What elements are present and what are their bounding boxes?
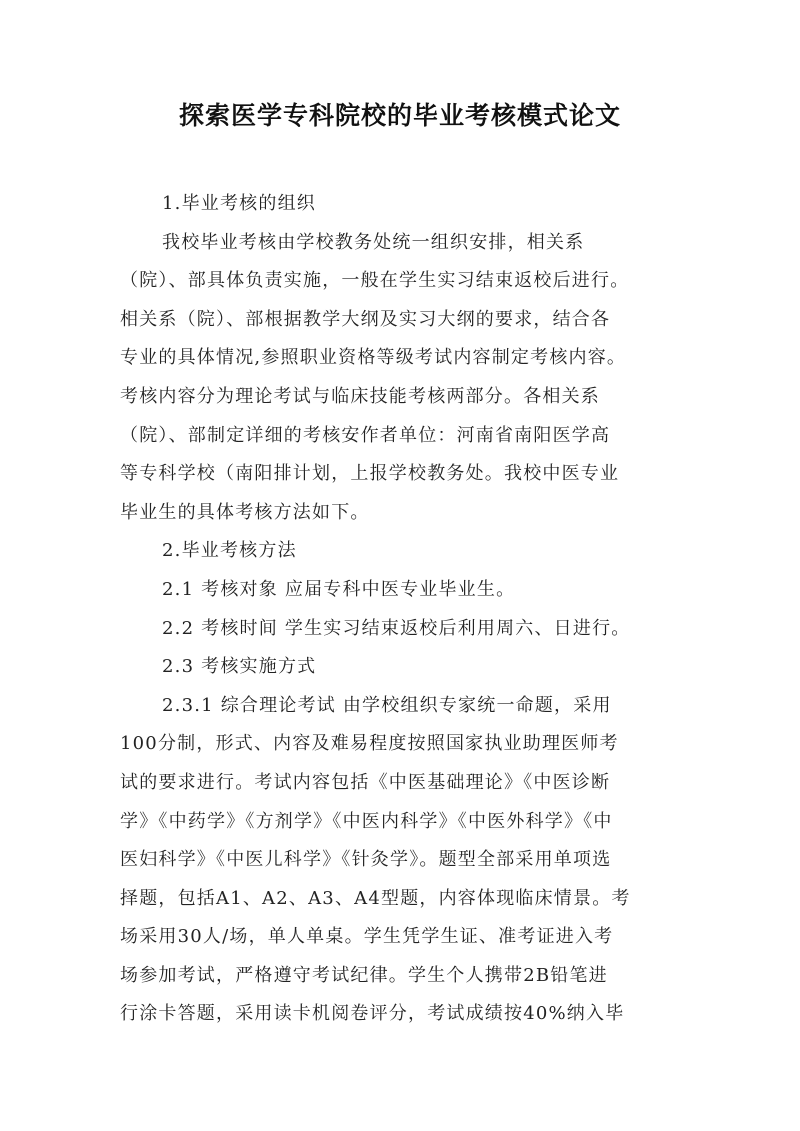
body-line: （院）、部制定详细的考核安作者单位：河南省南阳医学高 — [120, 424, 611, 446]
document-body — [120, 185, 686, 1034]
body-line: 医妇科学》《中医儿科学》《针灸学》。题型全部采用单项选 — [120, 849, 612, 871]
body-line: 场采用30人/场，单人单桌。学生凭学生证、准考证进入考 — [120, 926, 614, 948]
body-line: 相关系（院）、部根据教学大纲及实习大纲的要求，结合各 — [120, 308, 611, 330]
body-line: 2.1 考核对象 应届专科中医专业毕业生。 — [162, 578, 516, 600]
body-line: 毕业生的具体考核方法如下。 — [120, 501, 370, 523]
body-line: 等专科学校（南阳排计划，上报学校教务处。我校中医专业 — [120, 463, 620, 485]
body-line: 择题，包括A1、A2、A3、A4型题，内容体现临床情景。考 — [120, 887, 631, 909]
body-line: 1.毕业考核的组织 — [162, 193, 316, 214]
body-line: 2.3.1 综合理论考试 由学校组织专家统一命题，采用 — [162, 694, 612, 716]
body-line: 100分制，形式、内容及难易程度按照国家执业助理医师考 — [120, 733, 619, 755]
body-line: 学》《中药学》《方剂学》《中医内科学》《中医外科学》《中 — [120, 810, 613, 832]
document-title: 探索医学专科院校的毕业考核模式论文 — [178, 101, 621, 130]
body-line: 试的要求进行。考试内容包括《中医基础理论》《中医诊断 — [120, 771, 611, 793]
body-line: 专业的具体情况,参照职业资格等级考试内容制定考核内容。 — [120, 347, 627, 369]
body-line: 考核内容分为理论考试与临床技能考核两部分。各相关系 — [120, 385, 600, 407]
body-line: （院）、部具体负责实施，一般在学生实习结束返校后进行。 — [120, 270, 630, 292]
body-line: 场参加考试，严格遵守考试纪律。学生个人携带2B铅笔进 — [120, 964, 608, 986]
body-line: 2.3 考核实施方式 — [162, 656, 317, 678]
body-line: 行涂卡答题，采用读卡机阅卷评分，考试成绩按40%纳入毕 — [120, 1003, 625, 1025]
body-line: 2.2 考核时间 学生实习结束返校后利用周六、日进行。 — [162, 617, 631, 639]
body-line: 2.毕业考核方法 — [162, 540, 297, 562]
body-line: 我校毕业考核由学校教务处统一组织安排，相关系 — [162, 231, 585, 253]
